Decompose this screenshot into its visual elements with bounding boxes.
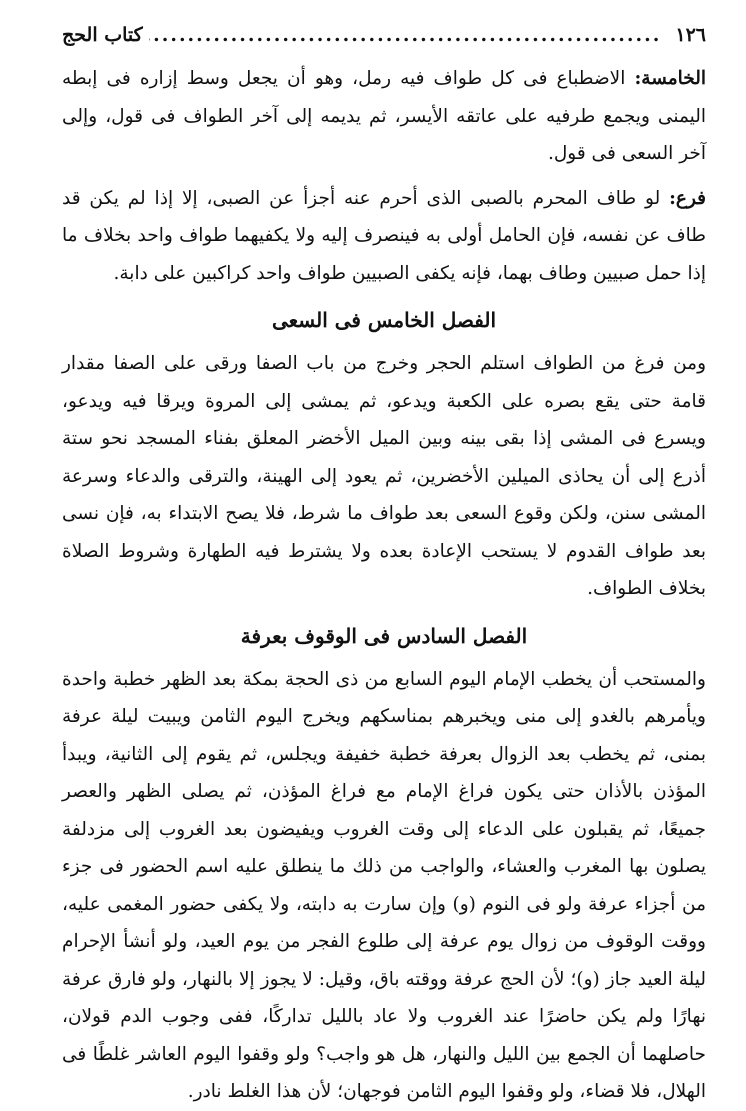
section-heading-sai: الفصل الخامس فى السعى: [271, 308, 497, 332]
paragraph-khamisa: [62, 60, 706, 173]
header-dot-leader: [149, 24, 662, 46]
paragraph-text: لو طاف المحرم بالصبى الذى أحرم عنه أجزأ عن الصبى، إلا إذا لم يكن قد طاف عن نفسه، فإن الحامل أولى به فينصرف إليه ولا يكفيهما طواف واحد بخلاف ما إذا حمل صبيين وطاف بهما، فإنه يكفى الصبيين طواف واحد كراكبين على دابة.: [62, 187, 706, 284]
paragraph-label: الخامسة:: [634, 68, 706, 89]
paragraph-arafa: والمستحب أن يخطب الإمام اليوم السابع من ذى الحجة بمكة بعد الظهر خطبة واحدة ويأمرهم بالغدو إلى منى ويخبرهم بمناسكهم ويخرج اليوم الثامن ويبيت ليلة عرفة بمنى، ثم يخطب بعد الزوال بعرفة خطبة خفيفة ويجلس، ثم يقوم إلى الثانية، ويبدأ المؤذن بالأذان حتى يكون فراغ الإمام مع فراغ المؤذن، ثم يصلى الظهر والعصر جميعًا، ثم يقبلون على الدعاء إلى وقت الغروب ويفيضون بعد الغروب إلى مزدلفة يصلون بها المغرب والعشاء، والواجب من ذلك ما ينطلق عليه اسم الحضور فى جزء من أجزاء عرفة ولو فى النوم (و) وإن سارت به دابته، ولا يكفى حضور المغمى عليه، ووقت الوقوف من زوال يوم عرفة إلى طلوع الفجر من يوم العيد، ولو أنشأ الإحرام ليلة العيد جاز (و)؛ لأن الحج عرفة ووقته باق، وقيل: لا يجوز إلا بالنهار، ولو فارق عرفة نهارًا ولم يكن حاضرًا عند الغروب ولا عاد بالليل تداركًا، ففى وجوب الدم قولان، حاصلهما أن الجمع بين الليل والنهار، هل هو واجب؟ ولو وقفوا اليوم العاشر غلطًا فى الهلال، فلا قضاء، ولو وقفوا اليوم الثامن فوجهان؛ لأن هذا الغلط نادر.: [62, 668, 706, 1102]
paragraph-sai: ومن فرغ من الطواف استلم الحجر وخرج من باب الصفا ورقى على الصفا مقدار قامة حتى يقع بصره على الكعبة ويدعو، ثم يمشى إلى المروة ويرقا فيه ويدعو، ويسرع فى المشى إذا بقى بينه وبين الميل الأخضر المعلق بفناء المسجد نحو ستة أذرع إلى أن يحاذى الميلين الأخضرين، ثم يعود إلى الهينة، والترقى والدعاء وسرعة المشى سنن، ولكن وقوع السعى بعد طواف ما شرط، فلا يصح الابتداء به، فإن نسى بعد طواف القدوم لا يستحب الإعادة بعده ولا يشترط فيه الطهارة وشروط الصلاة بخلاف الطواف.: [62, 353, 706, 599]
page-number: ١٢٦: [675, 24, 706, 46]
running-head-title: كتاب الحج: [62, 24, 143, 46]
page-header: [62, 24, 706, 60]
section-heading-arafa: الفصل السادس فى الوقوف بعرفة: [240, 623, 528, 648]
paragraph-text: الاضطباع فى كل طواف فيه رمل، وهو أن يجعل وسط إزاره فى إبطه اليمنى ويجمع طرفيه على عاتقه الأيسر، ثم يديمه إلى آخر الطواف فى قول، وإلى آخر السعى فى قول.: [62, 68, 706, 164]
paragraph-far: [62, 180, 706, 293]
paragraph-label: فرع:: [669, 187, 706, 209]
